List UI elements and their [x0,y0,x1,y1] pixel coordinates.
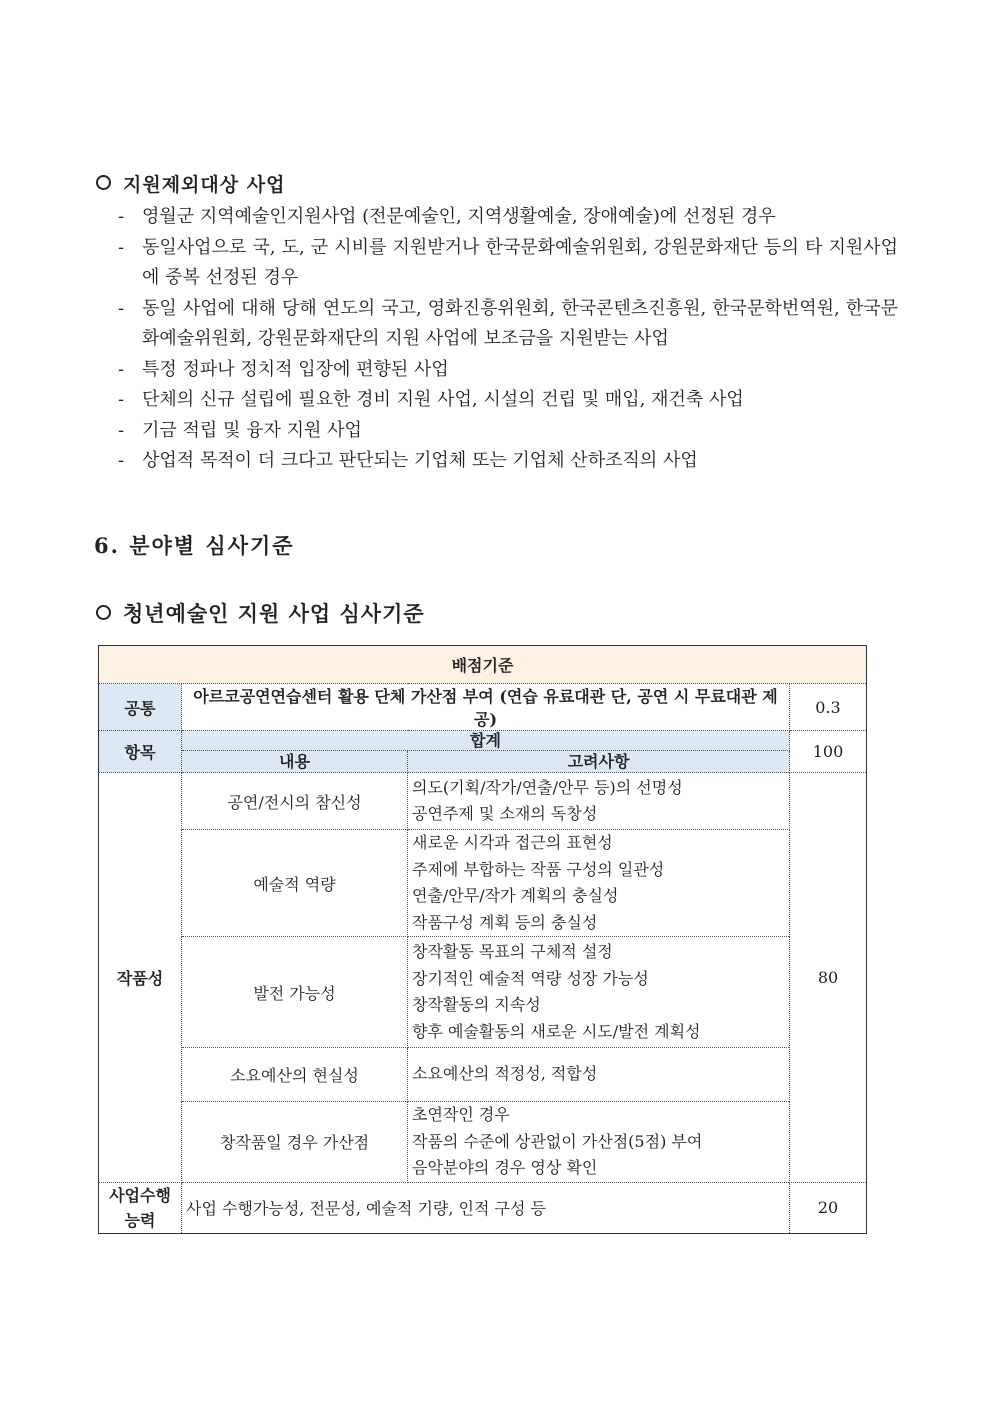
common-text: 아르코공연연습센터 활용 단체 가산점 부여 (연습 유료대관 단, 공연 시 무료대관 제공) [182,684,790,731]
criterion-content: 공연/전시의 참신성 [182,773,408,830]
list-item: - 동일사업으로 국, 도, 군 시비를 지원받거나 한국문화예술위원회, 강원문화재단 등의 타 지원사업에 중복 선정된 경우 [118,236,898,288]
criterion-content: 소요예산의 현실성 [182,1048,408,1102]
table-row [99,830,867,937]
list-item: - 기금 적립 및 융자 지원 사업 [118,419,362,441]
circle-bullet-icon [96,605,111,620]
criteria-heading: 청년예술인 지원 사업 심사기준 [96,598,425,628]
excluded-heading: 지원제외대상 사업 [96,170,285,197]
list-item: - 영월군 지역예술인지원사업 (전문예술인, 지역생활예술, 장애예술)에 선정된 경우 [118,206,776,227]
table-row [99,937,867,1048]
criterion-content: 창작품일 경우 가산점 [182,1102,408,1183]
criterion-points: 창작활동 목표의 구체적 설정 장기적인 예술적 역량 성장 가능성 창작활동의 지속성 향후 예술활동의 새로운 시도/발전 계획성 [408,937,790,1048]
work-label: 작품성 [99,773,182,1183]
criterion-points: 새로운 시각과 접근의 표현성 주제에 부합하는 작품 구성의 일관성 연출/안무/작가 계획의 충실성 작품구성 계획 등의 충실성 [408,830,790,937]
capability-label: 사업수행 능력 [99,1182,182,1233]
capability-score: 20 [790,1182,867,1233]
section-title: 6. 분야별 심사기준 [94,533,295,558]
table-row [99,684,867,731]
list-item: - 동일 사업에 대해 당해 연도의 국고, 영화진흥위원회, 한국콘텐츠진흥원, 한국문학번역원, 한국문화예술위원회, 강원문화재단의 지원 사업에 보조금을 지원받는 사업 [118,297,898,349]
table-row [99,731,867,751]
criterion-content: 예술적 역량 [182,830,408,937]
table-row [99,751,867,773]
list-item: - 특정 정파나 정치적 입장에 편향된 사업 [118,358,449,380]
total-score: 100 [790,731,867,773]
criterion-points: 의도(기획/작가/연출/안무 등)의 선명성 공연주제 및 소재의 독창성 [408,773,790,830]
circle-bullet-icon [96,175,111,190]
excluded-list [118,202,898,477]
considerations-header: 고려사항 [408,751,790,773]
common-label: 공통 [99,684,182,731]
table-row [99,1102,867,1183]
criterion-points: 소요예산의 적정성, 적합성 [408,1048,790,1102]
table-title: 배점기준 [99,646,867,684]
content-header: 내용 [182,751,408,773]
table-row [99,1048,867,1102]
list-item: - 상업적 목적이 더 크다고 판단되는 기업체 또는 기업체 산하조직의 사업 [118,450,698,471]
work-score: 80 [790,773,867,1183]
list-item: - 단체의 신규 설립에 필요한 경비 지원 사업, 시설의 건립 및 매입, 재건축 사업 [118,389,744,410]
criterion-points: 초연작인 경우 작품의 수준에 상관없이 가산점(5점) 부여 음악분야의 경우 영상 확인 [408,1102,790,1183]
table-row [99,646,867,684]
criteria-table [98,645,867,1234]
capability-text: 사업 수행가능성, 전문성, 예술적 기량, 인적 구성 등 [182,1182,790,1233]
item-header: 항목 [99,731,182,773]
total-header: 합계 [182,731,790,751]
table-row [99,1182,867,1233]
criterion-content: 발전 가능성 [182,937,408,1048]
table-row [99,773,867,830]
common-score: 0.3 [790,684,867,731]
